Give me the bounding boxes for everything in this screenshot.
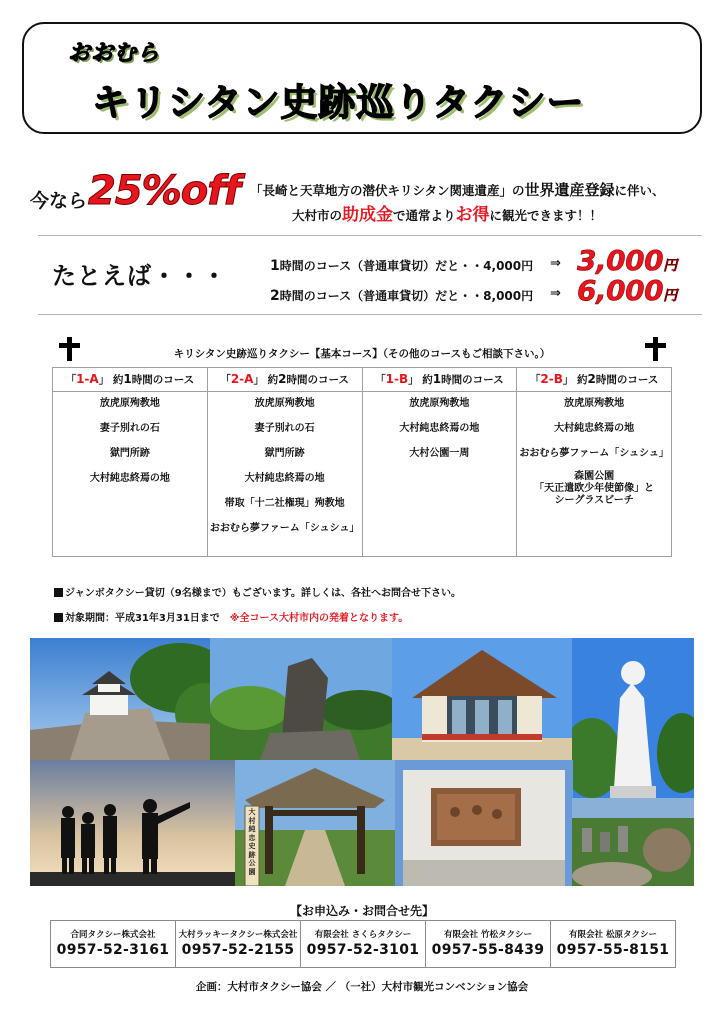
promo-line1-b: に伴い、 [614,183,665,198]
course-header-1a [53,368,208,392]
course-sites-1b [362,392,517,557]
company-phone[interactable]: 0957-52-3101 [306,941,420,958]
course-table-title: キリシタン史跡巡りタクシー【基本コース】（その他のコースもご相談下さい。） [173,348,551,360]
graveyard-photo [572,798,694,886]
example-row-course: 時間のコース（普通車貸切）だと・・ [279,259,484,273]
company-phone[interactable]: 0957-55-8151 [556,941,670,958]
arrow-icon: ⇒ [550,256,561,271]
course-code: 1-A [76,372,99,386]
course-code: 2-B [540,372,563,386]
thatched-gate-photo [235,760,395,886]
bracket: 「 [220,374,231,386]
bracket: 」 [562,374,574,386]
company-cell [51,921,176,968]
example-row-1-price [577,244,677,277]
divider [38,235,702,236]
company-cell [176,921,301,968]
course-hours: 2 [278,372,287,386]
company-cell [301,921,426,968]
farm-building-photo [392,638,572,760]
company-phone[interactable]: 0957-52-3161 [56,941,170,958]
promo-line1-a: 「長崎と天草地方の潜伏キリシタン関連遺産」の [250,183,525,198]
discount-price: 3,000 [577,244,664,277]
example-row-hours: 1 [270,258,280,274]
company-name: 有限会社 竹松タクシー [444,929,532,940]
note-period-red: ※全コース大村市内の発着となります。 [229,613,409,624]
company-cell [551,921,676,968]
course-sites-2b [517,392,672,557]
site-line: 森園公園 [574,471,615,482]
footer-credits: 企画：大村市タクシー協会 ／ （一社）大村市観光コンベンション協会 [195,981,529,993]
silhouette-statues-photo [30,760,235,886]
site-line: シーグラスビーチ [554,495,634,506]
company-name: 大村ラッキータクシー株式会社 [178,929,298,940]
company-name: 有限会社 さくらタクシー [314,929,412,940]
course-code: 2-A [230,372,254,386]
course-sites-2a [207,392,362,557]
course-body-row [53,392,672,557]
course-header-row [53,368,672,392]
yen-unit: 円 [663,288,677,304]
list-item: おおむら夢ファーム「シュシュ」 [519,448,669,459]
course-header-2a [207,368,362,392]
bracket: 「 [65,374,77,386]
example-lead: たとえば・・・ [52,262,227,290]
bracket: 」 [98,374,110,386]
discount-price: 6,000 [577,274,664,307]
example-row-2 [270,287,533,304]
promo-discount: 25%off [88,168,241,214]
course-suffix: 時間のコース [595,374,659,386]
bracket: 「 [529,374,541,386]
maria-statue-photo [572,638,694,798]
bracket: 「 [375,374,386,386]
arrow-icon: ⇒ [550,286,561,301]
example-row-1 [270,257,533,274]
list-item: 獄門所跡 [109,448,150,459]
promo-text [250,178,665,228]
company-name: 合同タクシー株式会社 [70,929,156,940]
list-item: 大村公園一周 [409,448,470,459]
approx-label: 約 [112,374,124,386]
course-header-1b [362,368,517,392]
list-item: 帯取「十二社権現」殉教地 [224,498,345,509]
example-row-regular-price: 4,000円 [483,259,534,273]
list-item: 放虎原殉教地 [564,398,625,409]
list-item: 獄門所跡 [264,448,305,459]
course-suffix: 時間のコース [131,374,195,386]
course-table [52,367,672,557]
subsidy-text: 助成金 [342,205,394,225]
world-heritage-text: 世界遺産登録 [524,181,615,199]
approx-label: 約 [267,374,279,386]
gate-sign-text: 大村純忠史跡公園 [248,808,256,876]
divider [38,314,702,315]
promo-lead: 今なら [30,190,88,212]
note-period [54,609,408,624]
promo-line-1 [250,178,665,203]
note-period-text: 対象期間：平成31年3月31日まで [65,613,220,624]
promo-line2-b: で通常より [393,208,456,223]
company-name: 有限会社 松原タクシー [569,929,657,940]
stone-monument-photo [210,638,392,760]
course-hours: 2 [587,372,596,386]
title-subtitle: おおむら [68,41,161,66]
example-row-2-price [577,274,677,307]
note-jumbo-text: ジャンボタクシー貸切（9名様まで）もございます。詳しくは、各社へお問合せ下さい。 [65,588,461,599]
example-row-course: 時間のコース（普通車貸切）だと・・ [279,289,484,303]
company-cell [426,921,551,968]
course-suffix: 時間のコース [286,374,349,386]
site-line: 「天正遣欧少年使節像」と [534,483,655,494]
square-bullet-icon [54,613,63,622]
promo-line2-c: に観光できます！！ [489,208,603,223]
course-hours: 1 [432,372,442,386]
promo-line-2 [250,203,665,228]
example-row-regular-price: 8,000円 [483,289,534,303]
list-item: 放虎原殉教地 [409,398,470,409]
company-phone[interactable]: 0957-52-2155 [181,941,295,958]
course-hours: 1 [123,372,132,386]
contact-table [50,920,676,968]
list-item: 大村純忠終焉の地 [244,473,325,484]
course-suffix: 時間のコース [441,374,504,386]
list-item: 大村純忠終焉の地 [554,423,635,434]
list-item: おおむら夢ファーム「シュシュ」 [209,523,360,534]
bargain-text: お得 [455,205,490,225]
list-item: 妻子別れの石 [99,423,160,434]
course-sites-1a [53,392,208,557]
square-bullet-icon [54,588,63,597]
approx-label: 約 [577,374,588,386]
list-item: 大村純忠終焉の地 [89,473,170,484]
list-item [517,471,671,507]
company-phone[interactable]: 0957-55-8439 [431,941,545,958]
list-item: 大村純忠終焉の地 [399,423,480,434]
approx-label: 約 [422,374,433,386]
relief-monument-photo [395,760,573,886]
yen-unit: 円 [663,258,677,274]
bracket: 」 [253,374,264,386]
page-title: キリシタン史跡巡りタクシー [92,81,585,124]
list-item: 放虎原殉教地 [254,398,315,409]
promo-line2-a: 大村市の [292,208,343,223]
note-jumbo [54,584,461,599]
contact-row [51,921,676,968]
list-item: 妻子別れの石 [254,423,315,434]
castle-photo [30,638,214,760]
example-row-hours: 2 [270,288,280,304]
course-code: 1-B [385,372,409,386]
bracket: 」 [408,374,419,386]
course-header-2b [517,368,672,392]
contact-title: 【お申込み・お問合せ先】 [289,904,434,918]
list-item: 放虎原殉教地 [99,398,160,409]
